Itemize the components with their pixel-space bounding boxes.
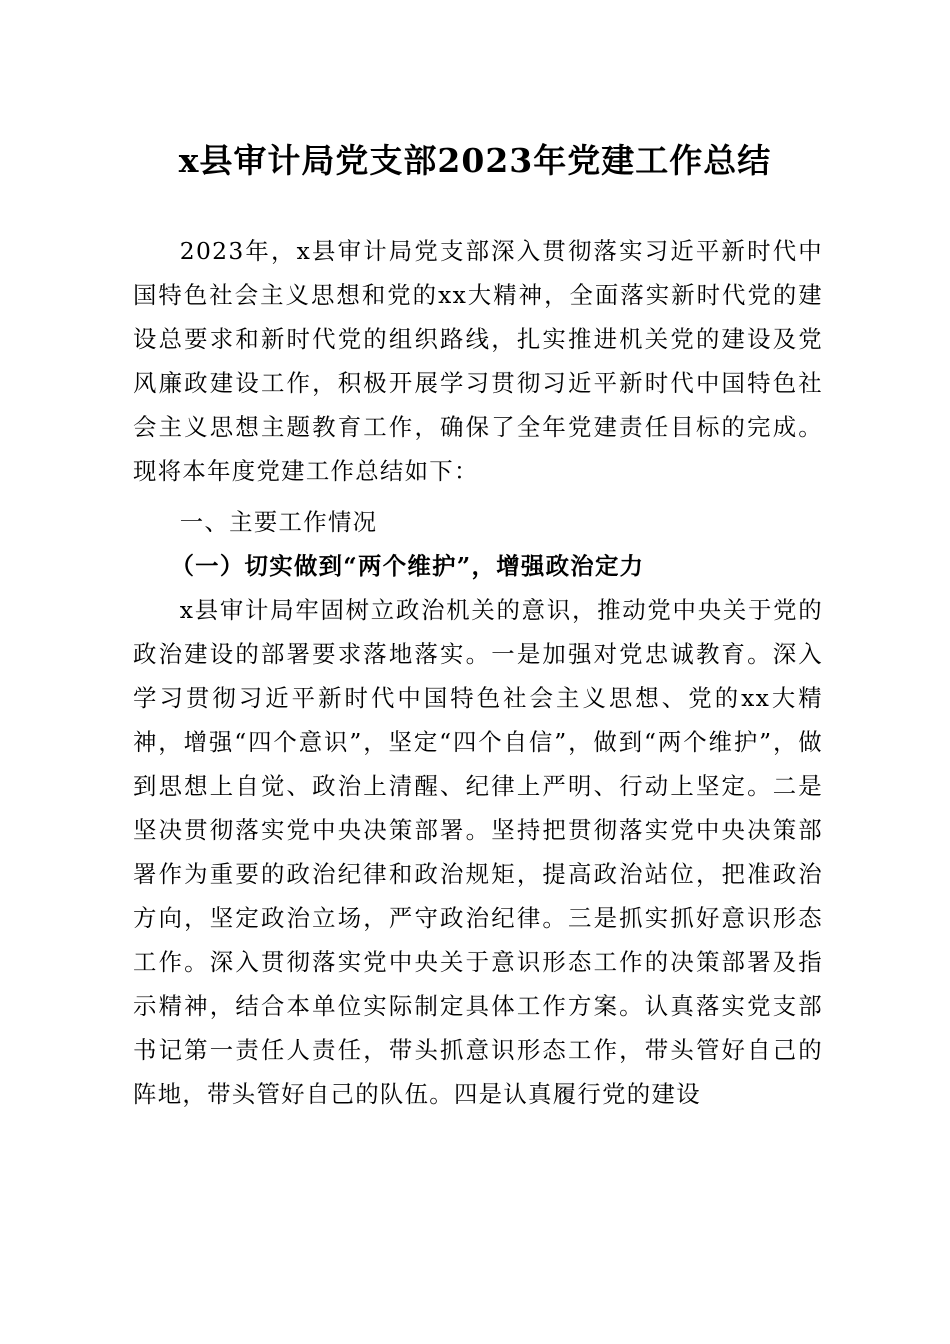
section-heading: 一、主要工作情况 <box>179 508 378 536</box>
document-title: x县审计局党支部2023年党建工作总结 <box>178 141 772 180</box>
subsection-heading: （一）切实做到“两个维护”，增强政治定力 <box>170 552 645 580</box>
intro-paragraph: 2023年，x县审计局党支部深入贯彻落实习近平新时代中国特色社会主义思想和党的xx大精神，全面落实新时代党的建设总要求和新时代党的组织路线，扎实推进机关党的建设及党风廉政建设工作，积极开展学习贯彻习近平新时代中国特色社会主义思想主题教育工作，确保了全年党建责任目标的完成。现将本年度党建工作总结如下： <box>133 237 823 485</box>
body-paragraph: x县审计局牢固树立政治机关的意识，推动党中央关于党的政治建设的部署要求落地落实。一是加强对党忠诚教育。深入学习贯彻习近平新时代中国特色社会主义思想、党的xx大精神，增强“四个意识”，坚定“四个自信”，做到“两个维护”，做到思想上自觉、政治上清醒、纪律上严明、行动上坚定。二是坚决贯彻落实党中央决策部署。坚持把贯彻落实党中央决策部署作为重要的政治纪律和政治规矩，提高政治站位，把准政治方向，坚定政治立场，严守政治纪律。三是抓实抓好意识形态工作。深入贯彻落实党中央关于意识形态工作的决策部署及指示精神，结合本单位实际制定具体工作方案。认真落实党支部书记第一责任人责任，带头抓意识形态工作，带头管好自己的阵地，带头管好自己的队伍。四是认真履行党的建设 <box>133 596 823 1108</box>
